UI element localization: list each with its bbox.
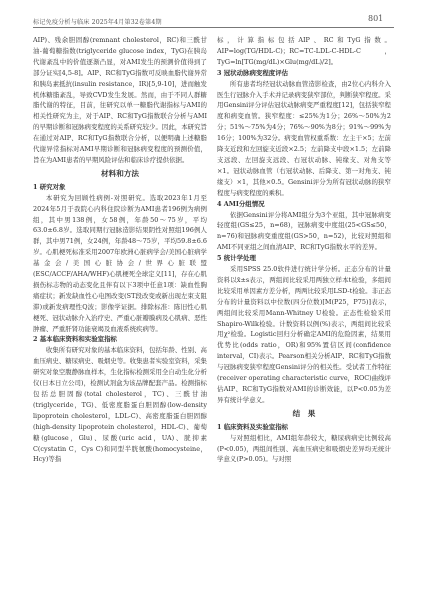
subsection-statistics-body: [217, 264, 391, 406]
paragraph: AIP)、残余胆固醇(remnant cholesterol，RC)和三酰甘油-葡萄糖指数(triglyceride glucose index，TyG)在胰岛代谢紊乱中的价值逐渐凸显，对AMI发生的预测价值得到了部分证实[4,5-8]。AIP、RC和TyG指数可反映血脂代谢异常和胰岛素抵抗(insulin resistance，IR)[5,9-10]，进而触发机体糖脂紊乱，导致CVD发生发展。然而，由于不同人群糖脂代谢的特征，目前，往研究以单一糖脂代谢指标与AMI的相关性研究为主，对于AIP、RC和TyG指数联合分析与AMI的早期诊断和冠脉病变程度的关系研究较少。因此，本研究旨在通过对AIP、RC和TyG指数联合分析，以便明确上述糖脂代谢异常指标对AMI早期诊断和冠脉病变程度的预测价值，旨在为AMI患者的早期风险评估和临床诊疗提供依据。: [33, 36, 207, 164]
subsection-title-subjects: 1 研究对象: [33, 182, 66, 191]
page-number: 801: [368, 14, 384, 23]
running-header: 标记免疫分析与临床 2025年4月第32卷第4期: [33, 19, 162, 26]
paragraph: 依据Gensini评分将AMI组分为3个亚组，其中冠脉病变轻度组(GS≤25，n=68)，冠脉病变中度组(25<GS≤50，n=76)和冠脉病变重度组(GS>50，n=52)，比较对照组和AMI不同亚组之间血清AIP、RC和TyG指数水平的差异。: [217, 210, 391, 252]
section-title-methods: 材料和方法: [101, 168, 139, 178]
paragraph: 收集所有研究对象的基本临床资料，包括年龄、性别、高血压病史、糖尿病史、吸烟史等。收集患者实验室资料，采集研究对象空腹静脉血样本，生化指标检测采用全自动生化分析仪(日本日立公司)，检测试剂盒为该品牌配套产品。检测指标包括总胆固醇(total cholesterol，TC)、三酰甘油(triglyceride，TG)、低密度脂蛋白胆固醇(low-density lipoprotein cholesterol，LDL-C)、高密度脂蛋白胆固醇(high-density lipoprotein cholesterol，HDL-C)、葡萄糖(glucose，Glu)、尿酸(uric acid，UA)、胱抑素C(cystatin C，Cys C)和同型半胱氨酸(homocysteine，Hcy)等指: [33, 346, 207, 464]
paragraph: 所有患者均经冠状动脉血管造影检查，由2位心内科介入医生行冠脉介入手术并记录病变狭窄部位，判断狭窄程度。采用Gensini评分评估冠状动脉病变严重程度[12]，包括狭窄程度和病变血管。狭窄程度：≤25%为1分；26%～50%为2分；51%～75%为4分；76%～90%为8分；91%～99%为16分；100%为32分。病变血管权重系数：左主干×5；左前降支近段和左回旋支近段×2.5；左前降支中段×1.5；左前降支远段、左回旋支远段、右冠状动脉、钝缘支、对角支等×1。冠状动脉血管（右冠状动脉、后降支、第一对角支、钝缘支）×1，其他×0.5。Gensini评分为所有冠状动脉的狭窄程度与病变程度的乘积。: [217, 79, 391, 197]
subsection-title-lab-data: 2 基本临床资料和实验室指标: [33, 335, 117, 344]
subsection-title-statistics: 5 统计学处理: [217, 254, 256, 263]
subsection-clinical-data-body: [217, 433, 391, 466]
right-column: [217, 35, 391, 465]
paragraph: 采用SPSS 25.0软件进行统计学分析。正态分布的计量资料以x̄±s表示，两组间比较采用两独立样本t检验，多组间比较采用单因素方差分析，两两比较采用LSD-t检验。非正态分布的计量资料以中位数(四分位数)[M(P25，P75)]表示，两组间比较采用Mann-Whitney U检验。正态性检验采用Shapiro-Wilk检验。计数资料以例(%)表示，两组间比较采用χ²检验。Logistic回归分析确定AMI的危险因素，结果用优势比(odds ratio，OR)和95%置信区间(confidence interval，CI)表示。Pearson相关分析AIP、RC和TyG指数与冠脉病变狭窄程度Gensini评分的相关性。受试者工作特征(receiver operating characteristic curve，ROC)曲线评估AIP、RC和TyG指数对AMI的诊断效能，以P<0.05为差异有统计学意义。: [217, 265, 391, 404]
left-column: [33, 35, 207, 465]
subsection-title-clinical-data: 1 临床资料及实验室指标: [217, 422, 289, 431]
subsection-title-grouping: 4 AMI分组情况: [217, 199, 265, 208]
subsection-lab-data-body: [33, 345, 207, 465]
paragraph: 与对照组相比，AMI组年龄较大，糖尿病病史比例较高(P<0.05)，两组间性别、高血压病史和吸烟史差异均无统计学意义(P>0.05)。与对照: [217, 433, 391, 464]
section-title-results: 结 果: [292, 408, 316, 418]
header-rule: [33, 27, 394, 28]
subsection-grouping-body: [217, 210, 391, 254]
right-intro: [217, 35, 391, 68]
subsection-title-coronary-assessment: 3 冠状动脉病变程度评估: [217, 68, 289, 77]
paragraph: 本研究为回顾性病例-对照研究。选取2023年1月至2024年5月于我院心内科住院诊断为AMI患者196例为病例组，其中男138例，女58例，年龄50～75岁，平均63.0±6.8岁。选取同期行冠脉造影结果阴性对照组196例人群，其中男71例，女24例，年龄48～75岁，平均59.8±6.6岁。心肌梗死标准采用2007年欧洲心脏病学会/美国心脏病学基金会/美国心脏协会/世界心脏联盟(ESC/ACCF/AHA/WHF)心肌梗死全球定义[11]，存在心肌损伤标志物的动态变化且伴有以下3项中任意1项：缺血性胸痛症状；新发缺血性心电图改变(ST段改变或新出现左束支阻滞)或新发病理性Q波；影像学证据。排除标准：陈旧性心肌梗死、冠状动脉介入治疗史、严重心脏瓣膜病及心肌病、恶性肿瘤、严重肝肾功能衰竭及血液系统疾病等。: [33, 193, 207, 333]
subsection-coronary-assessment-body: [217, 79, 391, 199]
subsection-subjects-body: [33, 193, 207, 335]
left-intro: [33, 35, 207, 166]
paragraph: 标，计算指标包括AIP、RC和TyG指数。AIP=log(TG/HDL-C)；RC=TC-LDL-C-HDL-C，TyG=ln[TG(mg/dL)×Glu(mg/dL)/2]。: [217, 36, 391, 66]
